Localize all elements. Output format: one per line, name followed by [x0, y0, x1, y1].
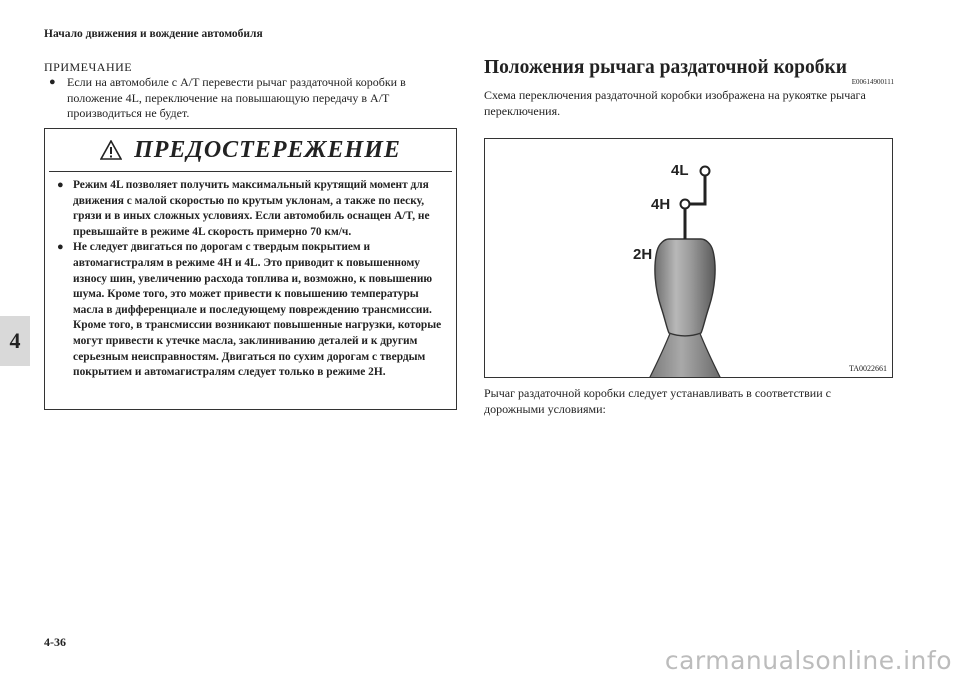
bullet-icon: ●: [57, 179, 64, 191]
shift-lever-illustration: [485, 139, 893, 378]
warning-title: ПРЕДОСТЕРЕЖЕНИЕ: [134, 136, 401, 163]
bullet-icon: ●: [49, 76, 56, 88]
running-header: Начало движения и вождение автомобиля: [44, 28, 263, 40]
warning-item-text: Не следует двигаться по дорогам с твердым покрытием и автомагистралям в режиме 4H и 4L. Это приводит к повышенному износу шин, увеличению расхода топлива и, возможно, к повышению шума. Кроме того, это может привести к повышению температуры масла в дифференциале и последующему повреждению трансмиссии. Кроме того, в трансмиссии возникают повышенные нагрузки, которые могут привести к утечке масла, заклиниванию деталей и к другим серьезным неисправностям. Двигаться по сухим дорогам с твердым покрытием и автомагистралям следует только в режиме 2H.: [73, 241, 442, 379]
shift-position-4h-dot: [681, 200, 690, 209]
label-2h: 2H: [633, 246, 653, 263]
warning-header: [49, 129, 452, 172]
bullet-icon: ●: [57, 241, 64, 254]
warning-item: [55, 178, 446, 240]
lever-boot: [649, 331, 721, 378]
note-item: [44, 75, 458, 122]
section-code: E00614900111: [851, 78, 894, 86]
warning-item: [55, 240, 446, 380]
label-4h: 4H: [651, 196, 671, 213]
note-item-text: Если на автомобиле с A/T перевести рычаг раздаточной коробки в положение 4L, переключение на повышающую передачу в A/T производиться не будет.: [67, 75, 406, 120]
warning-item-text: Режим 4L позволяет получить максимальный крутящий момент для движения с малой скоростью по крутым уклонам, а также по песку, грязи и в иных сложных условиях. Если автомобиль оснащен A/T, не превышайте в режиме 4L скорость примерно 70 км/ч.: [73, 179, 430, 238]
shift-position-4l-dot: [701, 167, 710, 176]
section-title: Положения рычага раздаточной коробки: [484, 57, 847, 78]
warning-body: [45, 172, 456, 381]
page-number: 4-36: [44, 635, 66, 649]
note-section: [44, 60, 458, 122]
label-4l: 4L: [671, 162, 689, 179]
section: [484, 56, 894, 119]
figure-code: TA0022661: [848, 364, 887, 373]
bottom-paragraph: Рычаг раздаточной коробки следует устанавливать в соответствии с дорожными условиями:: [484, 386, 831, 416]
shift-lever-figure: [484, 138, 893, 378]
section-intro: Схема переключения раздаточной коробки изображена на рукоятке рычага переключения.: [484, 88, 866, 118]
warning-triangle-icon: [100, 140, 122, 160]
watermark: carmanualsonline.info: [664, 646, 952, 675]
lever-knob: [655, 239, 715, 336]
note-title: ПРИМЕЧАНИЕ: [44, 60, 133, 74]
chapter-tab: 4: [0, 316, 30, 366]
warning-box: [44, 128, 457, 410]
